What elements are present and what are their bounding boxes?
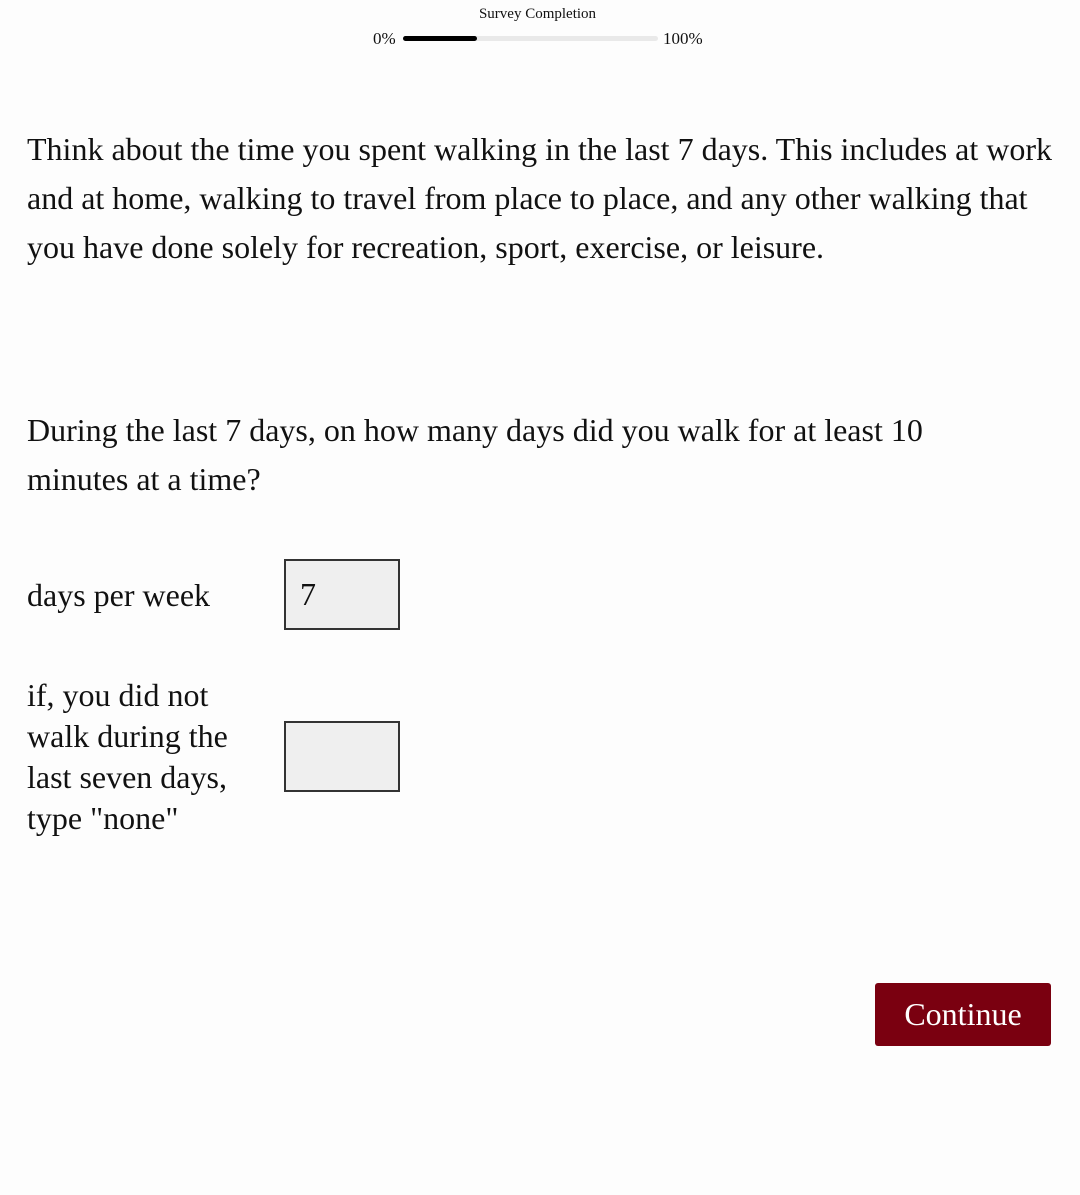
none-label: if, you did not walk during the last seven days, type "none"	[27, 677, 228, 836]
intro-text: Think about the time you spent walking in the last 7 days. This includes at work and at home, walking to travel from place to place, and any other walking that you have done solely for recreation, sport, exercise, or leisure.	[27, 131, 1053, 265]
question-text: During the last 7 days, on how many days did you walk for at least 10 minutes at a time?	[27, 412, 923, 497]
continue-button[interactable]: Continue	[875, 983, 1051, 1046]
progress-bar-fill	[403, 36, 477, 41]
days-per-week-input[interactable]	[284, 559, 400, 630]
none-input[interactable]	[284, 721, 400, 792]
days-per-week-label: days per week	[27, 577, 211, 613]
progress-max-label: 100%	[663, 29, 703, 48]
progress-bar	[403, 36, 658, 41]
progress-title: Survey Completion	[478, 6, 597, 22]
progress-min-label: 0%	[373, 29, 396, 48]
